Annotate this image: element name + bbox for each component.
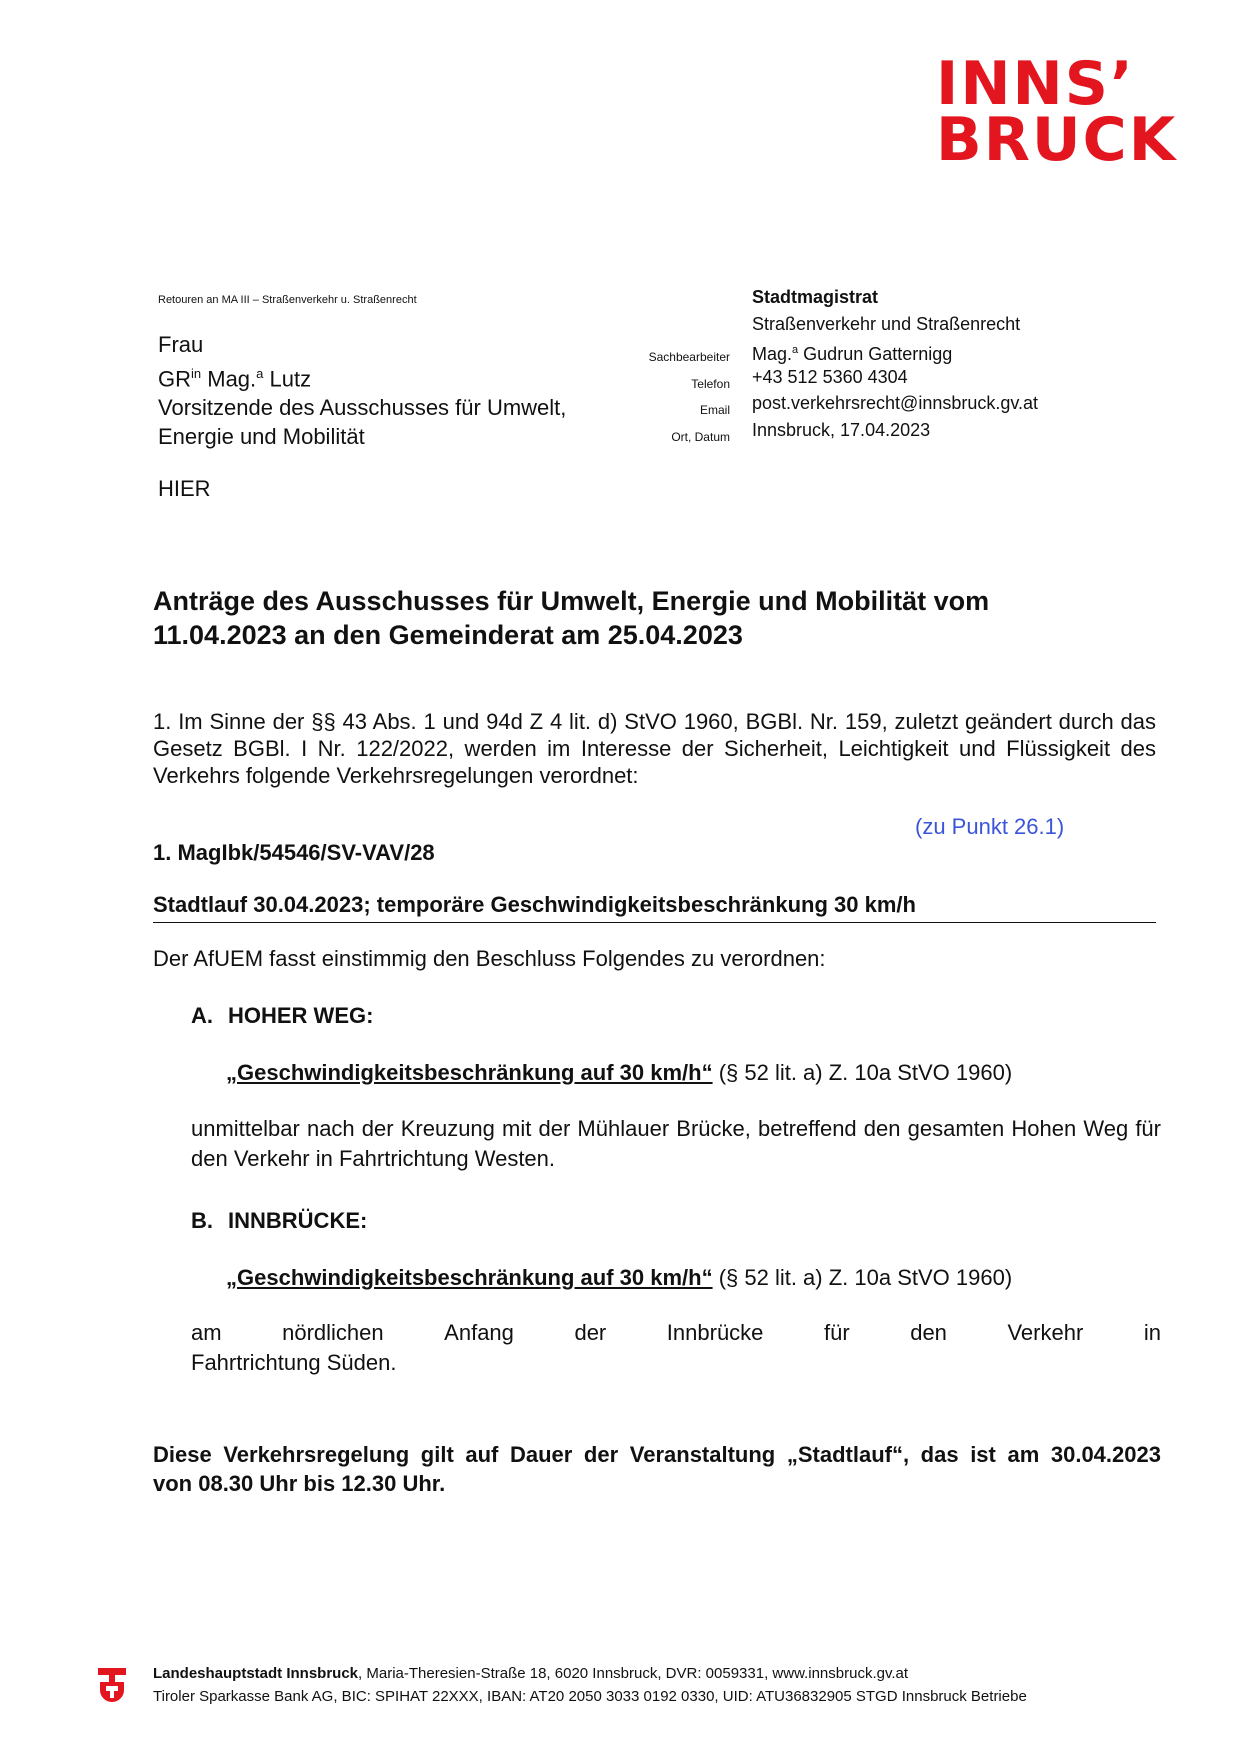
document-title: Anträge des Ausschusses für Umwelt, Energie und Mobilität vom 11.04.2023 an den Gemeinderat am 25.04.2023 — [153, 586, 990, 650]
name-title: Mag. — [207, 366, 257, 392]
name-prefix: GR — [158, 366, 191, 392]
label-phone: Telefon — [691, 376, 730, 391]
section-b-title: INNBRÜCKE: — [228, 1208, 368, 1233]
section-a-sign: „Geschwindigkeitsbeschränkung auf 30 km/h“ — [226, 1060, 713, 1085]
section-b-rule — [226, 1265, 1012, 1291]
closing-line-2: von 08.30 Uhr bis 12.30 Uhr. — [153, 1471, 446, 1496]
closing-word: Verkehrsregelung — [223, 1442, 410, 1467]
section-a-text: unmittelbar nach der Kreuzung mit der Mühlauer Brücke, betreffend den gesamten Hohen Weg für den Verkehr in Fahrtrichtung Westen. — [191, 1116, 1161, 1171]
name-title-sup: a — [256, 366, 264, 381]
section-b-text-word: Innbrücke — [666, 1320, 764, 1345]
logo-line-2: BRUCK — [936, 105, 1178, 175]
recipient-name — [158, 359, 566, 393]
innsbruck-coat-of-arms-icon — [98, 1668, 126, 1702]
clerk-title: Mag. — [752, 344, 793, 364]
label-clerk: Sachbearbeiter — [648, 350, 730, 364]
clerk-title-sup: a — [792, 344, 799, 356]
footer-org: Landeshauptstadt Innsbruck — [153, 1665, 359, 1682]
section-b-text-word: den — [910, 1320, 947, 1345]
section-a-rule — [226, 1060, 1012, 1086]
section-b-text — [191, 1318, 1161, 1378]
label-email: Email — [699, 403, 730, 417]
name-prefix-sup: in — [191, 366, 202, 381]
case-number: 1. MagIbk/54546/SV-VAV/28 — [153, 840, 435, 865]
closing-word: Diese — [153, 1442, 212, 1467]
footer-line-2: Tiroler Sparkasse Bank AG, BIC: SPIHAT 22XXX, IBAN: AT20 2050 3033 0192 0330, UID: ATU36832905 STGD Innsbruck Betriebe — [153, 1688, 1027, 1705]
section-a-letter: A. — [191, 1003, 213, 1028]
sender-email: post.verkehrsrecht@innsbruck.gv.at — [752, 393, 1039, 413]
footer-line-1 — [153, 1662, 1027, 1685]
logo-line-1: INNS’ — [936, 49, 1135, 119]
section-b-text-word: Verkehr — [1007, 1320, 1084, 1345]
decision-intro: Der AfUEM fasst einstimmig den Beschluss Folgendes zu verordnen: — [153, 946, 826, 971]
section-b-text-line-1 — [191, 1318, 1161, 1348]
closing-word: 30.04.2023 — [1050, 1442, 1161, 1467]
footer-address: , Maria-Theresien-Straße 18, 6020 Innsbruck, DVR: 0059331, www.innsbruck.gv.at — [358, 1665, 909, 1682]
recipient-salutation: Frau — [158, 332, 204, 357]
section-b-reference: (§ 52 lit. a) Z. 10a StVO 1960) — [712, 1265, 1013, 1290]
footer — [153, 1662, 1027, 1708]
closing-word: Dauer — [509, 1442, 573, 1467]
closing-statement — [153, 1440, 1161, 1498]
subject-line: Stadtlauf 30.04.2023; temporäre Geschwindigkeitsbeschränkung 30 km/h — [153, 892, 1156, 923]
recipient-block — [158, 330, 566, 451]
section-b-text-line-2: Fahrtrichtung Süden. — [191, 1350, 397, 1375]
closing-word: gilt — [420, 1442, 454, 1467]
sender-block — [752, 284, 1038, 443]
section-b-text-word: am — [191, 1320, 222, 1345]
closing-word: ist — [970, 1442, 996, 1467]
section-b-letter: B. — [191, 1208, 213, 1233]
return-address: Retouren an MA III – Straßenverkehr u. Straßenrecht — [158, 294, 417, 306]
sender-org: Stadtmagistrat — [752, 287, 879, 307]
sender-phone: +43 512 5360 4304 — [752, 366, 908, 387]
section-b-sign: „Geschwindigkeitsbeschränkung auf 30 km/h“ — [226, 1265, 713, 1290]
section-b-heading — [191, 1208, 367, 1234]
intro-paragraph: 1. Im Sinne der §§ 43 Abs. 1 und 94d Z 4 lit. d) StVO 1960, BGBl. Nr. 159, zuletzt geändert durch das Gesetz BGBl. I Nr. 122/2022, werden im Interesse der Sicherheit, Leichtigkeit und Flüssigkeit des Verkehrs folgende Verkehrsregelungen verordnet: — [153, 709, 1156, 788]
closing-word: Veranstaltung — [629, 1442, 776, 1467]
recipient-role-2: Energie und Mobilität — [158, 424, 365, 450]
section-b-text-word: Anfang — [444, 1320, 514, 1345]
closing-word: am — [1007, 1442, 1040, 1467]
sender-clerk — [752, 337, 1038, 364]
section-a-title: HOHER WEG: — [228, 1003, 374, 1028]
section-a-heading — [191, 1003, 373, 1029]
section-b-text-word: in — [1143, 1320, 1161, 1345]
section-a-reference: (§ 52 lit. a) Z. 10a StVO 1960) — [712, 1060, 1013, 1085]
agenda-reference: (zu Punkt 26.1) — [915, 814, 1065, 839]
closing-line-1 — [153, 1440, 1161, 1469]
sender-place-date: Innsbruck, 17.04.2023 — [752, 419, 931, 440]
section-b-text-word: nördlichen — [282, 1320, 384, 1345]
closing-word: „Stadtlauf“, — [786, 1442, 910, 1467]
sender-department: Straßenverkehr und Straßenrecht — [752, 313, 1021, 334]
clerk-name: Gudrun Gatternigg — [803, 344, 953, 364]
section-b-text-word: für — [823, 1320, 850, 1345]
recipient-role-1: Vorsitzende des Ausschusses für Umwelt, — [158, 395, 567, 421]
sender-labels — [600, 344, 730, 450]
innsbruck-logo — [936, 49, 1178, 175]
closing-word: das — [920, 1442, 959, 1467]
recipient-location: HIER — [158, 476, 211, 501]
name-text: Lutz — [269, 366, 312, 392]
closing-word: auf — [465, 1442, 499, 1467]
section-b-text-word: der — [574, 1320, 607, 1345]
label-place-date: Ort, Datum — [671, 429, 730, 444]
closing-word: der — [583, 1442, 619, 1467]
